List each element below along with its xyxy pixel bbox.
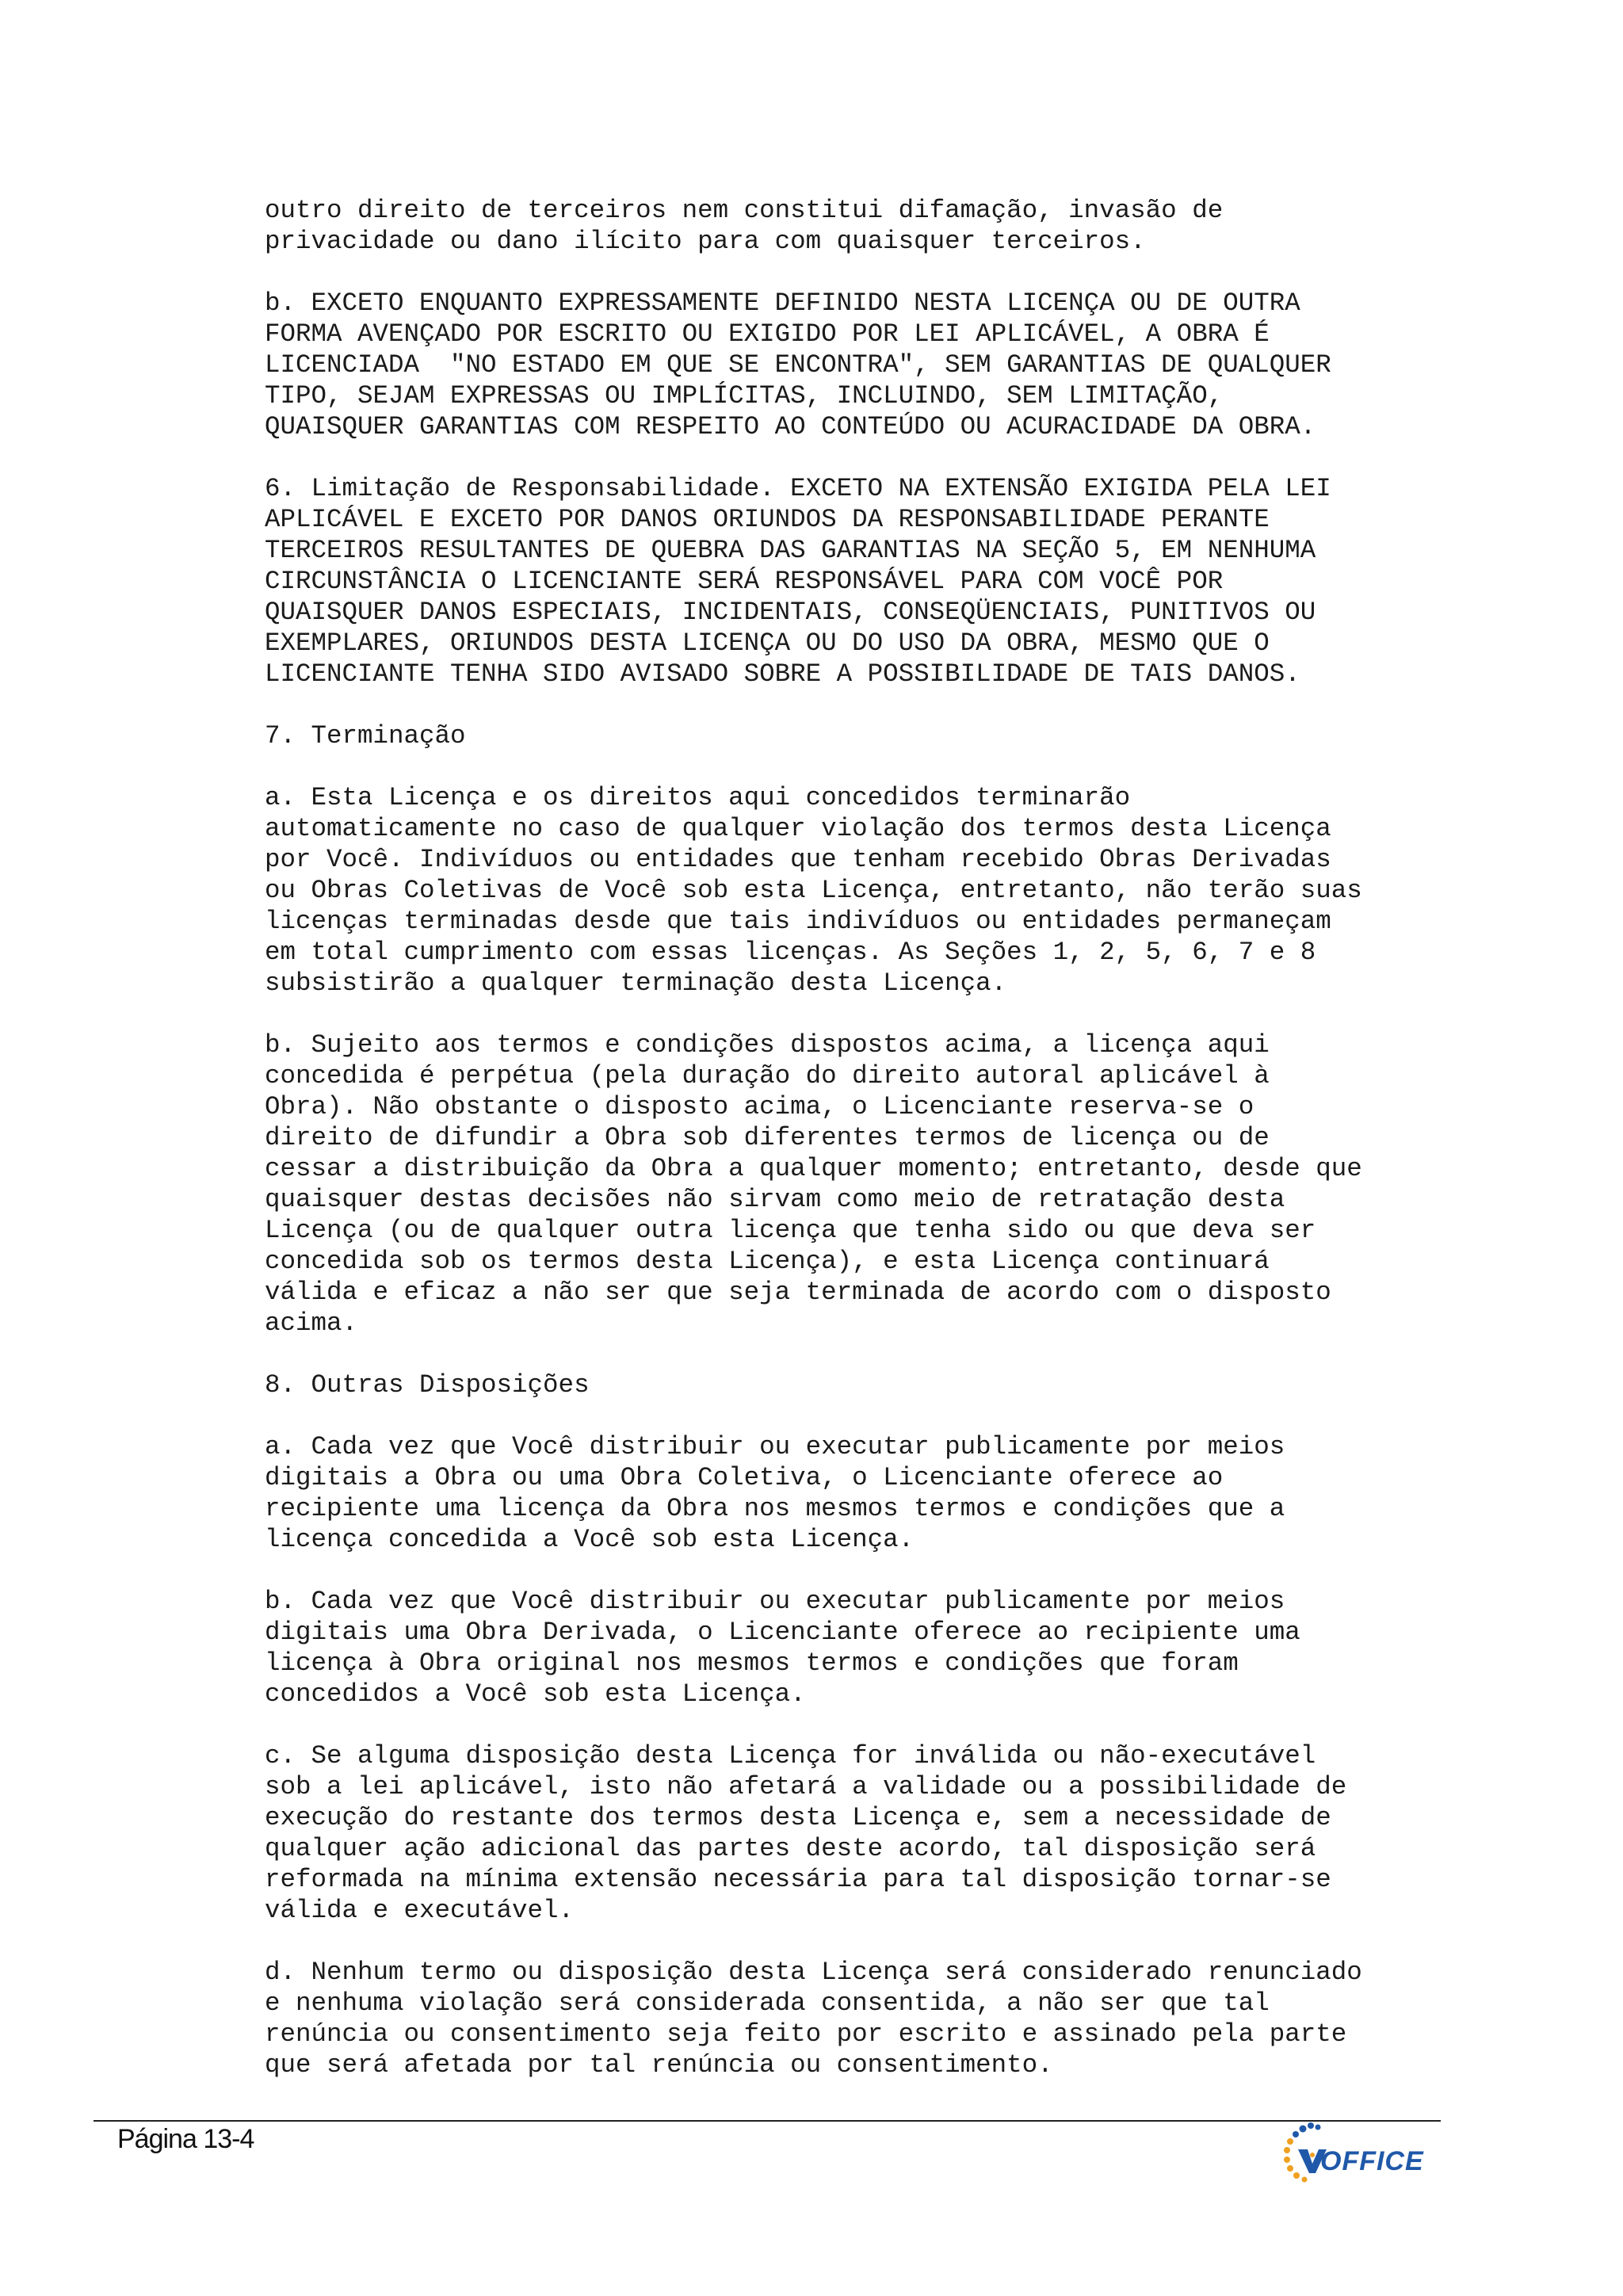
v-office-logo [1276,2116,1450,2203]
section-heading-8-other-provisions: 8. Outras Disposições [265,1370,590,1400]
paragraph-8b: b. Cada vez que Você distribuir ou executar publicamente por meios digitais uma Obra Derivada, o Licenciante oferece ao recipiente uma licença à Obra original nos mesmos termos e condições que foram concedidos a Você sob esta Licença. [265,1587,1300,1709]
logo-wordmark: OFFICE [1320,2146,1424,2176]
document-body [265,195,1422,2111]
paragraph-8d: d. Nenhum termo ou disposição desta Licença será considerado renunciado e nenhuma violação será considerada consentida, a não ser que tal renúncia ou consentimento seja feito por escrito e assinado pela parte que será afetada por tal renúncia ou consentimento. [265,1958,1362,2080]
paragraph-continuation-warranty: outro direito de terceiros nem constitui difamação, invasão de privacidade ou dano ilícito para com quaisquer terceiros. [265,196,1224,256]
paragraph-6-limitation-of-liability: 6. Limitação de Responsabilidade. EXCETO NA EXTENSÃO EXIGIDA PELA LEI APLICÁVEL E EXCETO POR DANOS ORIUNDOS DA RESPONSABILIDADE PERANTE TERCEIROS RESULTANTES DE QUEBRA DAS GARANTIAS NA SEÇÃO 5, EM NENHUMA CIRCUNSTÂNCIA O LICENCIANTE SERÁ RESPONSÁVEL PARA COM VOCÊ POR QUAISQUER DANOS ESPECIAIS, INCIDENTAIS, CONSEQÜENCIAIS, PUNITIVOS OU EXEMPLARES, ORIUNDOS DESTA LICENÇA OU DO USO DA OBRA, MESMO QUE O LICENCIANTE TENHA SIDO AVISADO SOBRE A POSSIBILIDADE DE TAIS DANOS. [265,474,1331,689]
section-heading-7-termination: 7. Terminação [265,721,466,751]
page-number: Página 13-4 [117,2124,254,2154]
paragraph-8c: c. Se alguma disposição desta Licença for inválida ou não-executável sob a lei aplicável, isto não afetará a validade ou a possibilidade de execução do restante dos termos desta Licença e, sem a necessidade de qualquer ação adicional das partes deste acordo, tal disposição será reformada na mínima extensão necessária para tal disposição tornar-se válida e executável. [265,1741,1347,1925]
paragraph-7a: a. Esta Licença e os direitos aqui concedidos terminarão automaticamente no caso de qualquer violação dos termos desta Licença por Você. Indivíduos ou entidades que tenham recebido Obras Derivadas ou Obras Coletivas de Você sob esta Licença, entretanto, não terão suas licenças terminadas desde que tais indivíduos ou entidades permaneçam em total cumprimento com essas licenças. As Seções 1, 2, 5, 6, 7 e 8 subsistirão a qualquer terminação desta Licença. [265,783,1362,998]
paragraph-8a: a. Cada vez que Você distribuir ou executar publicamente por meios digitais a Obra ou uma Obra Coletiva, o Licenciante oferece ao recipiente uma licença da Obra nos mesmos termos e condições que a licença concedida a Você sob esta Licença. [265,1432,1285,1554]
footer-divider [94,2120,1441,2122]
paragraph-7b: b. Sujeito aos termos e condições dispostos acima, a licença aqui concedida é perpétua (pela duração do direito autoral aplicável à Obra). Não obstante o disposto acima, o Licenciante reserva-se o direito de difundir a Obra sob diferentes termos de licença ou de cessar a distribuição da Obra a qualquer momento; entretanto, desde que quaisquer destas decisões não sirvam como meio de retratação desta Licença (ou de qualquer outra licença que tenha sido ou que deva ser concedida sob os termos desta Licença), e esta Licença continuará válida e eficaz a não ser que seja terminada de acordo com o disposto acima. [265,1030,1362,1338]
paragraph-5b-disclaimer: b. EXCETO ENQUANTO EXPRESSAMENTE DEFINIDO NESTA LICENÇA OU DE OUTRA FORMA AVENÇADO POR ESCRITO OU EXIGIDO POR LEI APLICÁVEL, A OBRA É LICENCIADA "NO ESTADO EM QUE SE ENCONTRA", SEM GARANTIAS DE QUALQUER TIPO, SEJAM EXPRESSAS OU IMPLÍCITAS, INCLUINDO, SEM LIMITAÇÃO, QUAISQUER GARANTIAS COM RESPEITO AO CONTEÚDO OU ACURACIDADE DA OBRA. [265,288,1331,441]
